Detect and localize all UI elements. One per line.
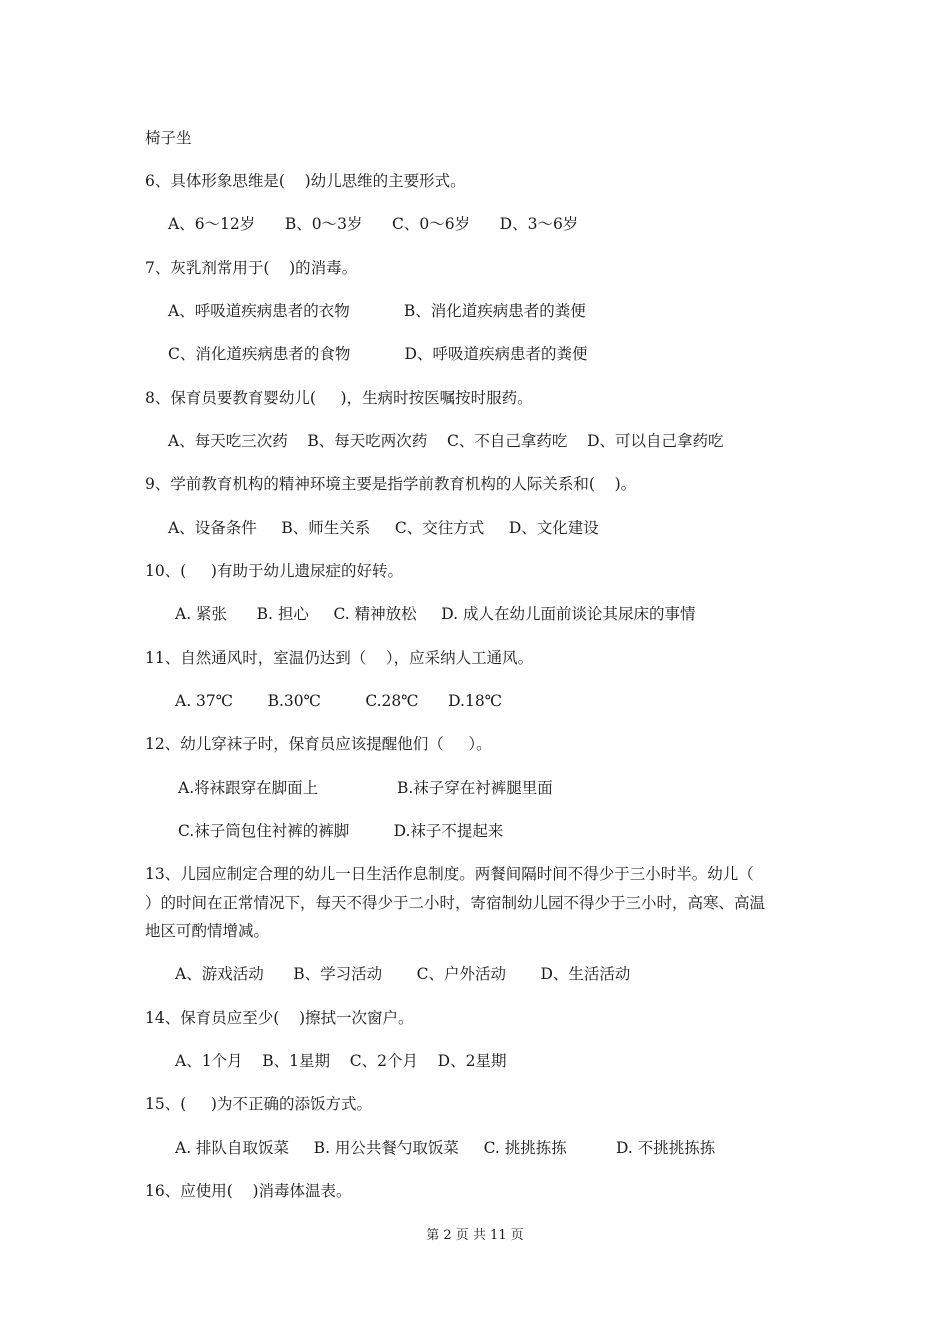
question-7-options-row2: C、消化道疾病患者的食物 D、呼吸道疾病患者的粪便 [168,345,588,363]
question-7-options-row1: A、呼吸道疾病患者的衣物 B、消化道疾病患者的粪便 [168,302,586,320]
question-12-options-row2: C.袜子筒包住衬裤的裤脚 D.袜子不提起来 [178,822,504,840]
question-8: 8、保育员要教育婴幼儿( )，生病时按医嘱按时服药。 [145,389,533,407]
page-footer: 第 2 页 共 11 页 [426,1228,524,1243]
question-14-options: A、1个月 B、1星期 C、2个月 D、2星期 [175,1052,507,1070]
question-16: 16、应使用( )消毒体温表。 [145,1182,352,1200]
question-12-options-row1: A.将袜跟穿在脚面上 B.袜子穿在衬裤腿里面 [178,779,553,797]
question-12: 12、幼儿穿袜子时，保育员应该提醒他们（ ）。 [145,735,492,753]
question-13-line3: 地区可酌情增减。 [145,922,270,940]
question-13-line1: 13、儿园应制定合理的幼儿一日生活作息制度。两餐间隔时间不得少于三小时半。幼儿（ [145,865,754,883]
question-13-options: A、游戏活动 B、学习活动 C、户外活动 D、生活活动 [175,965,631,983]
question-6-options: A、6～12岁 B、0～3岁 C、0～6岁 D、3～6岁 [168,215,579,233]
question-6: 6、具体形象思维是( )幼儿思维的主要形式。 [145,172,466,190]
question-14: 14、保育员应至少( )擦拭一次窗户。 [145,1009,414,1027]
question-9-options: A、设备条件 B、师生关系 C、交往方式 D、文化建设 [168,519,599,537]
question-11: 11、自然通风时，室温仍达到（ ），应采纳人工通风。 [145,649,534,667]
question-11-options: A. 37℃ B.30℃ C.28℃ D.18℃ [175,692,503,710]
question-9: 9、学前教育机构的精神环境主要是指学前教育机构的人际关系和( )。 [145,475,637,493]
question-7: 7、灰乳剂常用于( )的消毒。 [145,259,358,277]
text-line: 椅子坐 [145,129,192,147]
question-8-options: A、每天吃三次药 B、每天吃两次药 C、不自己拿药吃 D、可以自己拿药吃 [168,432,724,450]
question-10: 10、( )有助于幼儿遗尿症的好转。 [145,562,403,580]
question-10-options: A. 紧张 B. 担心 C. 精神放松 D. 成人在幼儿面前谈论其尿床的事情 [175,605,696,623]
question-13-line2: ）的时间在正常情况下，每天不得少于二小时，寄宿制幼儿园不得少于三小时，高寒、高温 [145,894,766,912]
question-15: 15、( )为不正确的添饭方式。 [145,1095,372,1113]
question-15-options: A. 排队自取饭菜 B. 用公共餐勺取饭菜 C. 挑挑拣拣 D. 不挑挑拣拣 [175,1139,716,1157]
